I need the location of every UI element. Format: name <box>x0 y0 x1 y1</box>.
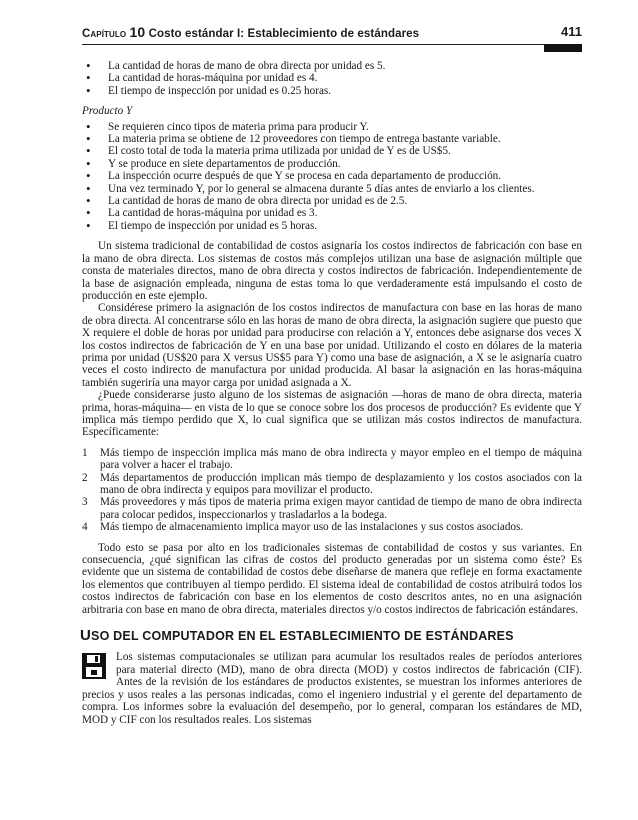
item-text: Más tiempo de inspección implica más mano de obra indirecta y mayor empleo en el tiempo de máquina para volver a hacer el trabajo. <box>100 446 582 472</box>
chapter-prefix: Capítulo <box>82 28 127 40</box>
list-item: • El costo total de toda la materia prima utilizada por unidad de Y es de US$5. <box>82 145 582 157</box>
paragraph: Un sistema tradicional de contabilidad de costos asignaría los costos indirectos de fabricación con base en la mano de obra directa. Los sistemas de costos más complejos utilizan una base de asignación múltiple que consta de materiales directos, mano de obra directa y costos indirectos de fabricación. Independientemente de la base de asignación empleada, ninguna de estas toma lo que verdaderamente está impulsando el costo de producción en este ejemplo. <box>82 240 582 302</box>
item-text: Más departamentos de producción implican más tiempo de desplazamiento y los costos asociados con la mano de obra indirecta y equipos para movilizar el producto. <box>100 471 582 496</box>
item-number: 4 <box>82 521 88 534</box>
header-rule <box>82 44 582 45</box>
section-intro <box>82 651 582 725</box>
section-paragraph: Los sistemas computacionales se utilizan para acumular los resultados reales de períodos anteriores para material directo (MD), mano de obra directa (MOD) y costos indirectos de fabricación (CIF). Antes de la revisión de los estándares de productos existentes, se muestran los informes anteriores de precios y usos reales a las personas indicadas, como el ingeniero industrial y el gerente del departamento de compra. Los informes sobre la evaluación del desempeño, por lo general, comparan los estándares de MD, MOD y CIF con los resultados reales. Los sistemas <box>82 651 582 726</box>
chapter-number: 10 <box>129 24 146 40</box>
list-item: • La inspección ocurre después de que Y se procesa en cada departamento de producción. <box>82 170 582 182</box>
list-item <box>82 496 582 521</box>
paragraph: ¿Puede considerarse justo alguno de los sistemas de asignación —horas de mano de obra directa, materia prima, horas-máquina— en vista de lo que se conoce sobre los dos procesos de producción? Es evidente que Y implica más tiempo perdido que X, lo cual significa que se utilizan más costos indirectos de manufactura. Específicamente: <box>82 389 582 439</box>
paragraph: Todo esto se pasa por alto en los tradicionales sistemas de contabilidad de costos y sus variantes. En consecuencia, ¿qué significan las cifras de costos del producto generadas por un sistema como éste? Es evidente que un sistema de contabilidad de costos debe diseñarse de manera que refleje en forma exactamente los elementos que contribuyen al tiempo perdido. El sistema ideal de contabilidad de costos atribuirá todos los costos indirectos de fabricación con base en los elementos de costo descritos antes, no en una asignación arbitraria con base en mano de obra directa, materiales directos y/o costos indirectos de fabricación estándares. <box>82 541 582 616</box>
item-number: 1 <box>82 446 88 459</box>
chapter-heading <box>82 24 419 40</box>
section-heading-text: SO DEL COMPUTADOR EN EL ESTABLECIMIENTO DE ESTÁNDARES <box>91 629 514 644</box>
list-item: • El tiempo de inspección por unidad es 5 horas. <box>82 220 582 232</box>
product-y-bullets <box>82 121 582 233</box>
chapter-title: Costo estándar I: Establecimiento de estándares <box>148 28 420 40</box>
list-item: • La cantidad de horas-máquina por unidad es 3. <box>82 207 582 219</box>
item-number: 3 <box>82 496 88 509</box>
page-tab-marker <box>544 44 582 52</box>
list-item: • La cantidad de horas de mano de obra directa por unidad es de 2.5. <box>82 195 582 207</box>
numbered-list <box>82 447 582 534</box>
paragraph: Considérese primero la asignación de los costos indirectos de manufactura con base en las horas de mano de obra directa. Al concentrarse sólo en las horas de mano de obra directa, la asignación sugiere que puesto que X requiere el doble de horas por unidad para producirse con relación a Y, entonces debe asignarse dos veces X los costos indirectos de fabricación de Y en una base por unidad. Utilizando el costo en dólares de la materia prima por unidad (US$20 para X versus US$5 para Y) como una base de asignación, a X se le asignaría cuatro veces el costo indirecto de manufactura por unidad producida. Al basar la asignación en las horas-máquina también sugeriría una mayor carga por unidad asignada a X. <box>82 302 582 389</box>
item-text: Más tiempo de almacenamiento implica mayor uso de las instalaciones y sus costos asociados. <box>100 521 524 534</box>
section-heading <box>80 627 582 645</box>
page-number: 411 <box>561 24 582 39</box>
list-item: • Se requieren cinco tipos de materia prima para producir Y. <box>82 121 582 133</box>
list-item <box>82 447 582 472</box>
list-item: • Una vez terminado Y, por lo general se almacena durante 5 días antes de enviarlo a los clientes. <box>82 183 582 195</box>
section-heading-initial: U <box>80 627 92 645</box>
list-item: • El tiempo de inspección por unidad es 0.25 horas. <box>82 85 582 97</box>
list-item: • La materia prima se obtiene de 12 proveedores con tiempo de entrega bastante variable. <box>82 133 582 145</box>
item-number: 2 <box>82 471 88 484</box>
list-item: • La cantidad de horas de mano de obra directa por unidad es 5. <box>82 60 582 72</box>
product-y-label: Producto Y <box>82 105 133 118</box>
list-item: • La cantidad de horas-máquina por unidad es 4. <box>82 72 582 84</box>
item-text: Más proveedores y más tipos de materia prima exigen mayor cantidad de tiempo de mano de obra indirecta para colocar pedidos, inspeccionarlos y trasladarlos a la bodega. <box>100 496 582 521</box>
floppy-disk-icon <box>82 653 106 679</box>
product-x-bullets <box>82 60 582 97</box>
list-item <box>82 472 582 497</box>
list-item <box>82 521 582 533</box>
list-item: • Y se produce en siete departamentos de producción. <box>82 158 582 170</box>
page-body <box>82 60 582 726</box>
running-header <box>82 24 582 42</box>
